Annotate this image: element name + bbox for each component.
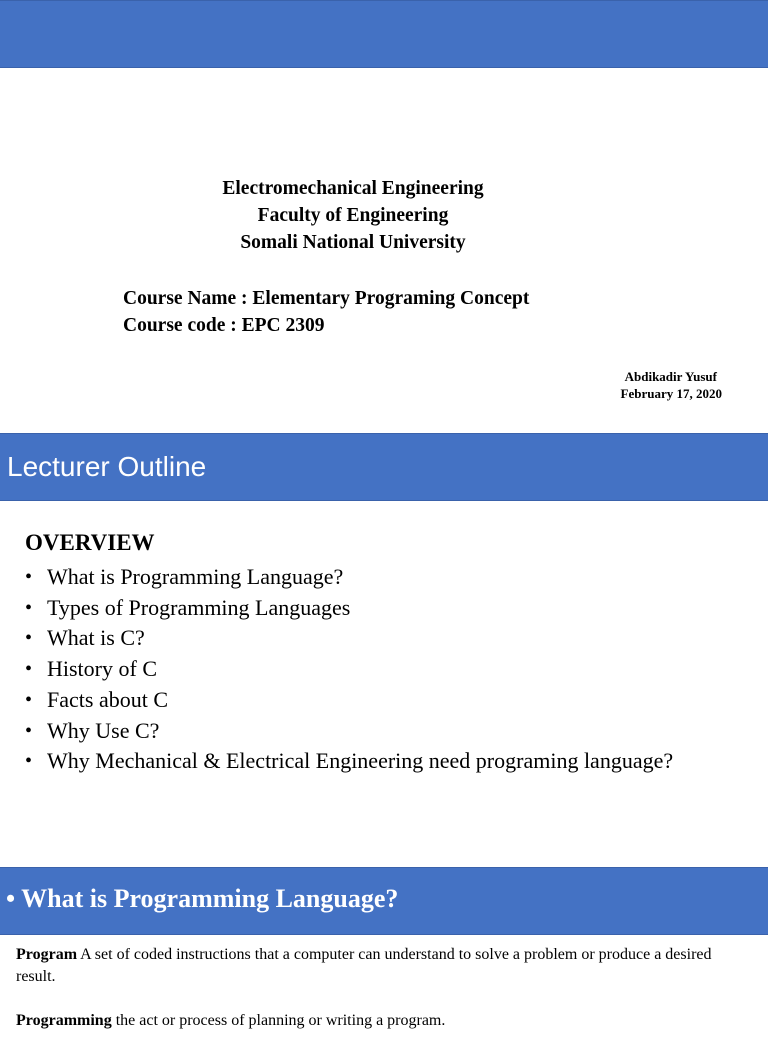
bullet-icon: • (25, 719, 33, 742)
author-name: Abdikadir Yusuf (624, 369, 717, 384)
definition-term: Programming (16, 1012, 112, 1029)
list-item: • What is Programming Language? (25, 562, 725, 593)
presentation-date: February 17, 2020 (620, 386, 722, 401)
slide-title: Lecturer Outline (7, 451, 207, 482)
list-item: • What is C? (25, 623, 725, 654)
definition-text: A set of coded instructions that a computer can understand to solve a problem or produce a desired result. (16, 946, 712, 985)
department-name: Electromechanical Engineering (222, 178, 484, 199)
bullet-icon: • (25, 688, 33, 711)
author-info (621, 368, 722, 402)
slide-title-band-outline (0, 433, 768, 501)
definitions-block (16, 944, 746, 1054)
list-item: • History of C (25, 654, 725, 685)
bullet-icon: • (25, 627, 33, 650)
list-item: • Types of Programming Languages (25, 593, 725, 624)
definition-term: Program (16, 946, 78, 963)
slide-title: • What is Programming Language? (6, 884, 399, 913)
list-item: • Why Use C? (25, 716, 725, 747)
definition-text: the act or process of planning or writing a program. (111, 1012, 446, 1029)
bullet-icon: • (25, 566, 33, 588)
course-info (123, 285, 529, 339)
slide-title-band-programming (0, 867, 768, 935)
course-code: Course code : EPC 2309 (123, 315, 325, 336)
course-name: Course Name : Elementary Programing Concept (123, 288, 530, 309)
faculty-name: Faculty of Engineering (257, 205, 449, 226)
list-item: • Why Mechanical & Electrical Engineering need programing language? (25, 746, 725, 777)
bullet-icon: • (25, 750, 33, 773)
bullet-icon: • (25, 658, 33, 681)
program-definition (16, 944, 746, 988)
outline-list (25, 562, 725, 777)
overview-heading: OVERVIEW (25, 530, 155, 555)
institution-block (0, 175, 706, 256)
programming-definition (16, 1010, 746, 1032)
university-name: Somali National University (240, 232, 466, 253)
bullet-icon: • (25, 596, 33, 619)
header-band-top (0, 0, 768, 68)
list-item: • Facts about C (25, 685, 725, 716)
